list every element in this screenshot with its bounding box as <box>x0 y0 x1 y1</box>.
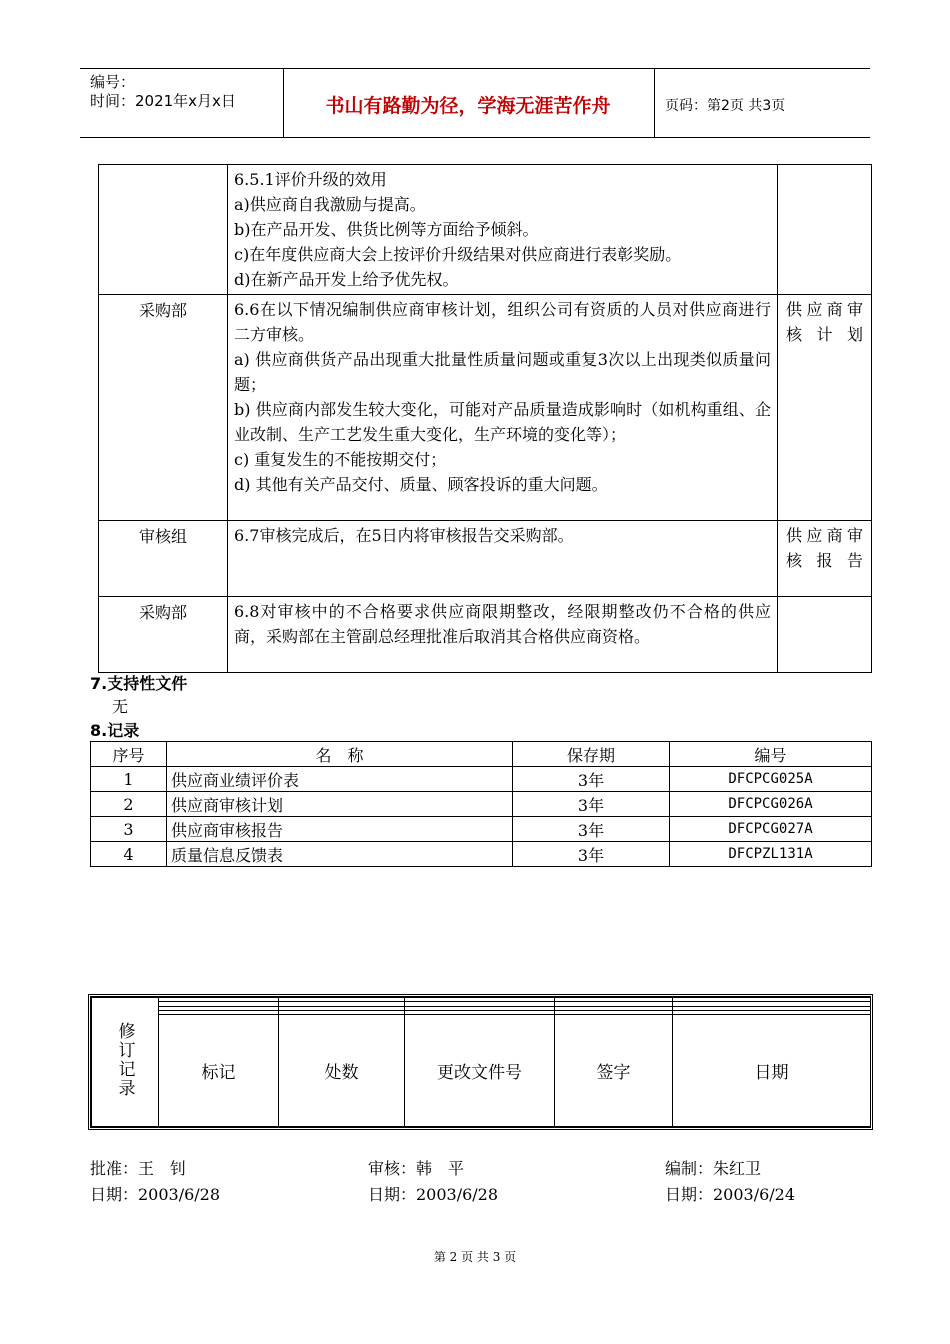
approval-block <box>90 1156 220 1208</box>
record-index: 3 <box>91 817 167 842</box>
content-line: a)供应商自我激励与提高。 <box>234 195 426 214</box>
reviewed-by: 审核：韩 平 <box>368 1159 465 1178</box>
table-row <box>91 792 872 817</box>
section-8-title: 8.记录 <box>90 721 140 740</box>
record-cell <box>778 165 872 295</box>
table-row <box>99 597 872 673</box>
content-line: 6.7审核完成后，在5日内将审核报告交采购部。 <box>234 526 574 545</box>
column-header: 处数 <box>279 1015 405 1127</box>
column-header: 保存期 <box>513 742 670 767</box>
section-7-body: 无 <box>112 697 129 716</box>
table-row <box>99 521 872 597</box>
content-cell <box>228 597 778 673</box>
page-footer: 第 2 页 共 3 页 <box>433 1250 517 1264</box>
record-index: 4 <box>91 842 167 867</box>
section-7-title: 7.支持性文件 <box>90 674 188 693</box>
content-line: b) 供应商内部发生较大变化，可能对产品质量造成影响时（如机构重组、企业改制、生产工艺发生重大变化，生产环境的变化等）； <box>234 400 771 444</box>
header-motto: 书山有路勤为径，学海无涯苦作舟 <box>325 95 611 117</box>
column-header: 标记 <box>159 1015 279 1127</box>
page-header <box>80 68 870 138</box>
dept-cell: 审核组 <box>99 521 228 597</box>
approval-date: 日期：2003/6/28 <box>90 1185 221 1204</box>
prepared-by: 编制：朱红卫 <box>665 1159 762 1178</box>
dept-cell <box>99 165 228 295</box>
record-code: DFCPCG027A <box>670 817 872 842</box>
record-code: DFCPCG025A <box>670 767 872 792</box>
table-row <box>99 165 872 295</box>
record-index: 1 <box>91 767 167 792</box>
revision-table <box>88 994 873 1130</box>
revision-side-label-cell <box>92 998 159 1127</box>
record-index: 2 <box>91 792 167 817</box>
content-cell <box>228 521 778 597</box>
column-header: 更改文件号 <box>405 1015 555 1127</box>
revision-grid <box>91 997 871 1127</box>
doc-number-label: 编号： <box>90 73 136 91</box>
table-header-row <box>92 1015 871 1127</box>
record-code: DFCPZL131A <box>670 842 872 867</box>
content-line: d)在新产品开发上给予优先权。 <box>234 270 459 289</box>
column-header: 签字 <box>555 1015 673 1127</box>
content-line: b)在产品开发、供货比例等方面给予倾斜。 <box>234 220 539 239</box>
column-header: 编号 <box>670 742 872 767</box>
header-divider <box>654 69 655 137</box>
dept-cell: 采购部 <box>99 295 228 521</box>
content-cell <box>228 295 778 521</box>
content-line: c) 重复发生的不能按期交付； <box>234 450 447 469</box>
record-retention: 3年 <box>513 842 670 867</box>
table-row <box>91 842 872 867</box>
content-line: c)在年度供应商大会上按评价升级结果对供应商进行表彰奖励。 <box>234 245 682 264</box>
record-name: 供应商审核报告 <box>167 817 513 842</box>
table-row <box>91 767 872 792</box>
revision-side-label: 修订记录 <box>114 1021 135 1098</box>
content-cell <box>228 165 778 295</box>
procedure-table <box>98 164 872 673</box>
record-retention: 3年 <box>513 767 670 792</box>
record-name: 供应商审核计划 <box>167 792 513 817</box>
record-code: DFCPCG026A <box>670 792 872 817</box>
dept-cell: 采购部 <box>99 597 228 673</box>
header-page-info: 页码：第2页 共3页 <box>665 98 786 114</box>
column-header: 名 称 <box>167 742 513 767</box>
content-line: d) 其他有关产品交付、质量、顾客投诉的重大问题。 <box>234 475 608 494</box>
review-date: 日期：2003/6/28 <box>368 1185 499 1204</box>
record-retention: 3年 <box>513 817 670 842</box>
record-name: 质量信息反馈表 <box>167 842 513 867</box>
record-retention: 3年 <box>513 792 670 817</box>
preparation-date: 日期：2003/6/24 <box>665 1185 796 1204</box>
records-table <box>90 741 872 867</box>
table-row <box>91 817 872 842</box>
content-line: 6.8对审核中的不合格要求供应商限期整改，经限期整改仍不合格的供应商，采购部在主管副总经理批准后取消其合格供应商资格。 <box>234 602 771 646</box>
record-cell: 供应商审核报告 <box>778 521 872 597</box>
table-row <box>99 295 872 521</box>
content-line: 6.6在以下情况编制供应商审核计划，组织公司有资质的人员对供应商进行二方审核。 <box>234 300 771 344</box>
record-cell <box>778 597 872 673</box>
column-header: 序号 <box>91 742 167 767</box>
review-block <box>368 1156 498 1208</box>
column-header: 日期 <box>673 1015 871 1127</box>
content-line: 6.5.1评价升级的效用 <box>234 170 387 189</box>
approved-by: 批准：王 钊 <box>90 1159 187 1178</box>
record-cell: 供应商审核计划 <box>778 295 872 521</box>
header-meta <box>90 73 236 111</box>
content-line: a) 供应商供货产品出现重大批量性质量问题或重复3次以上出现类似质量问题； <box>234 350 771 394</box>
preparation-block <box>665 1156 795 1208</box>
record-name: 供应商业绩评价表 <box>167 767 513 792</box>
table-header-row <box>91 742 872 767</box>
header-date: 时间：2021年x月x日 <box>90 92 236 110</box>
